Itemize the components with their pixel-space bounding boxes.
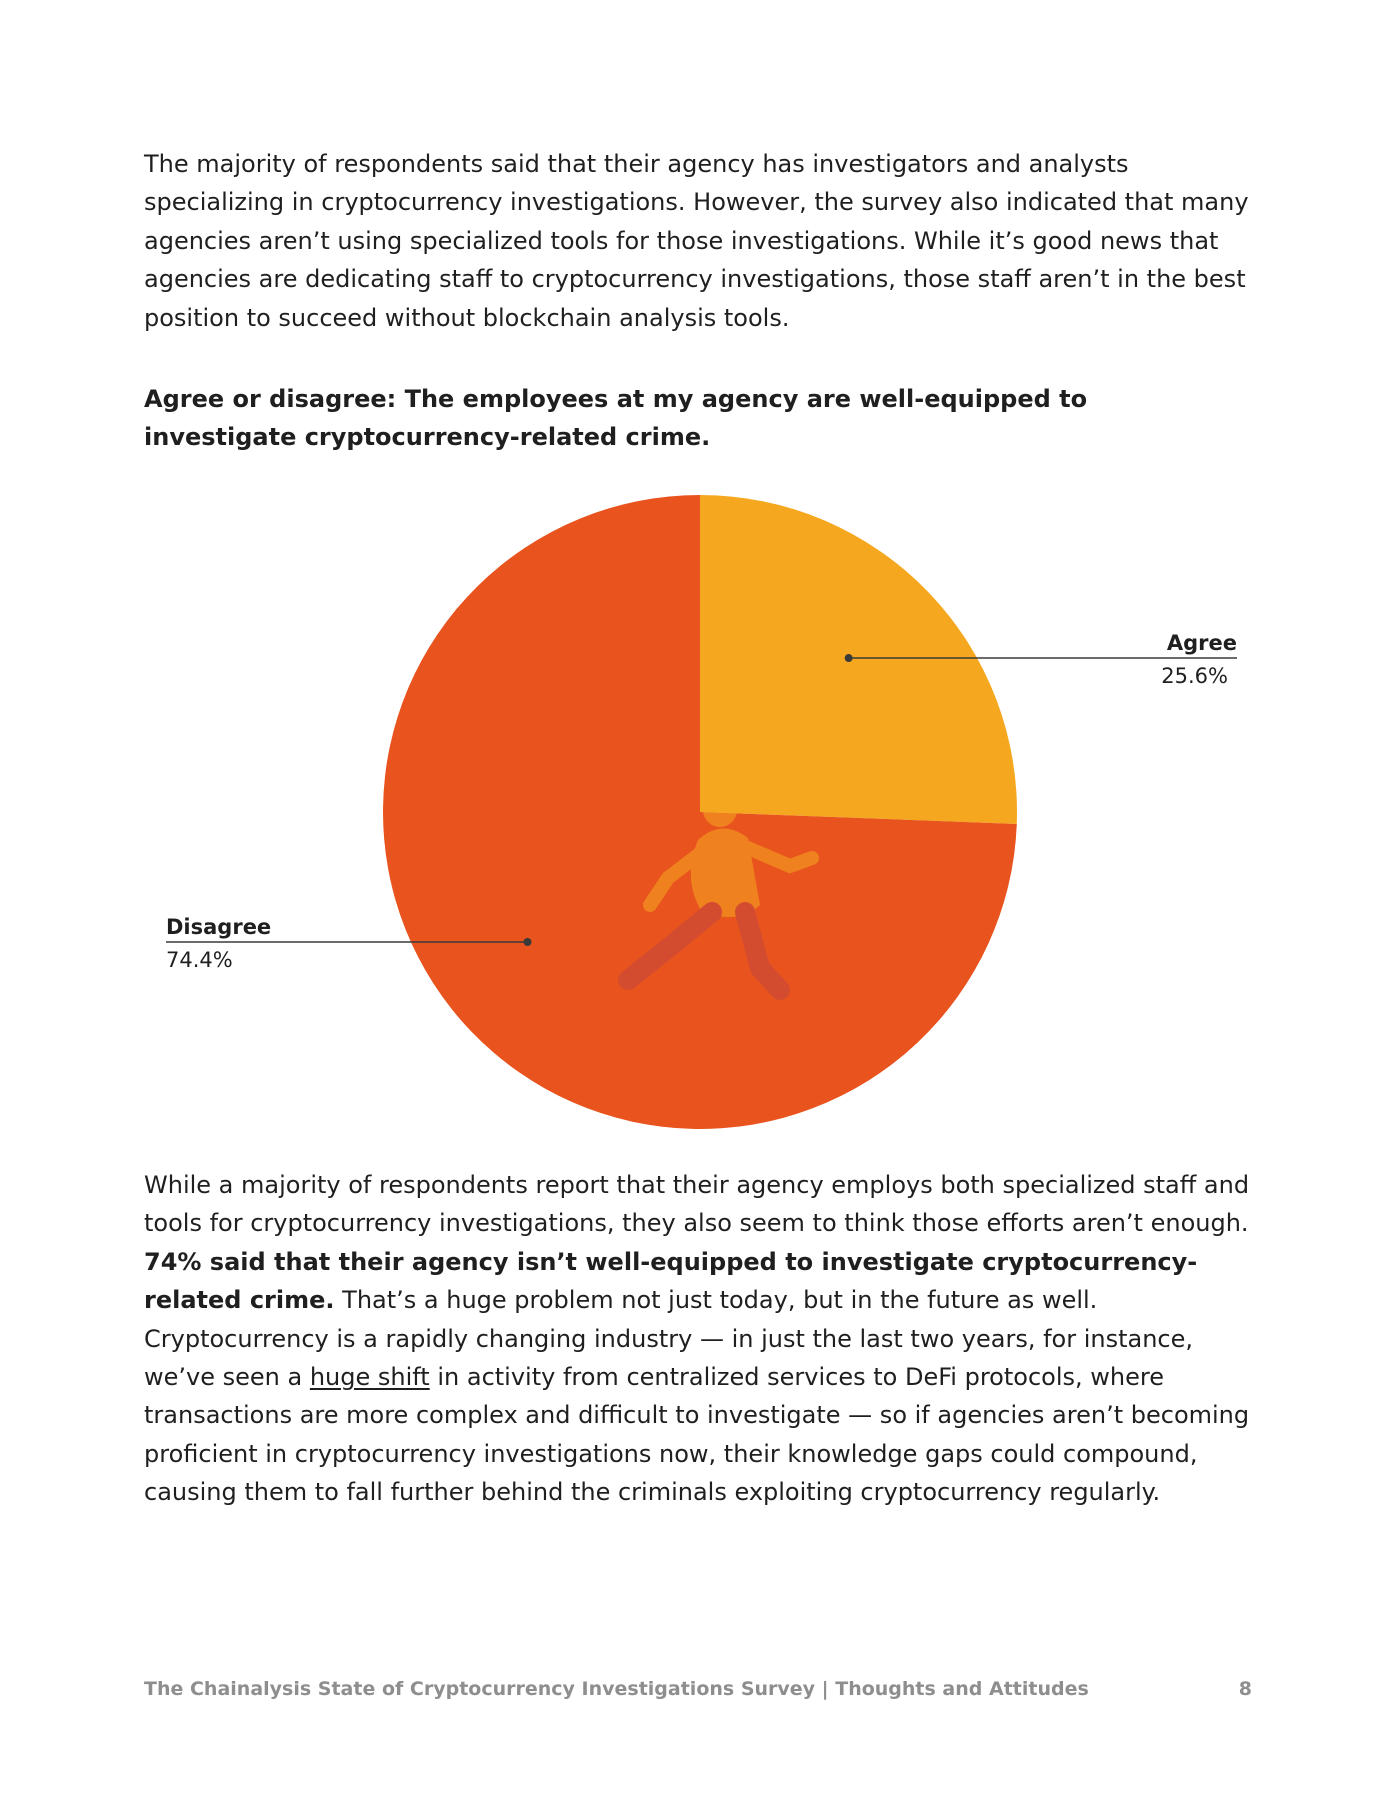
body-text-part1: While a majority of respondents report that their agency employs both specialized staff and tools for cryptocurrency investigations, they also seem to think those efforts aren’t enough. [144, 1171, 1250, 1238]
person-head [703, 793, 737, 827]
slice-label-agree: Agree [1166, 631, 1237, 656]
slice-label-disagree: Disagree [166, 914, 272, 939]
chart-title: Agree or disagree: The employees at my agency are well-equipped to investigate cryptocurrency-related crime. [144, 385, 1088, 452]
page-number: 8 [1238, 1678, 1252, 1700]
footer-title: The Chainalysis State of Cryptocurrency Investigations Survey | Thoughts and Attitudes [144, 1678, 1089, 1700]
body-text-bold: 74% said that their agency isn’t well-equipped to investigate cryptocurrency-related crime. [144, 1247, 1198, 1315]
slice-value-disagree: 74.4% [166, 947, 233, 972]
slice-value-agree: 25.6% [1161, 664, 1228, 689]
body-paragraph [144, 1166, 1264, 1512]
pie-slices [383, 495, 1017, 1129]
body-text-part2: That’s a huge problem not just today, but in the future as well. Cryptocurrency is a rapidly changing industry — in just the last two years, for instance, we’ve seen a [144, 1286, 1194, 1392]
huge-shift-link[interactable]: huge shift [309, 1363, 430, 1392]
body-text-part3: in activity from centralized services to DeFi protocols, where transactions are more complex and difficult to investigate — so if agencies aren’t becoming proficient in cryptocurrency investigations now, their knowledge gaps could compound, causing them to fall further behind the criminals exploiting cryptocurrency regularly. [144, 1363, 1250, 1507]
pie-slice-agree [700, 495, 1017, 824]
intro-paragraph: The majority of respondents said that their agency has investigators and analysts specializing in cryptocurrency investigations. However, the survey also indicated that many agencies aren’t using specialized tools for those investigations. While it’s good news that agencies are dedicating staff to cryptocurrency investigations, those staff aren’t in the best position to succeed without blockchain analysis tools. [144, 150, 1249, 332]
